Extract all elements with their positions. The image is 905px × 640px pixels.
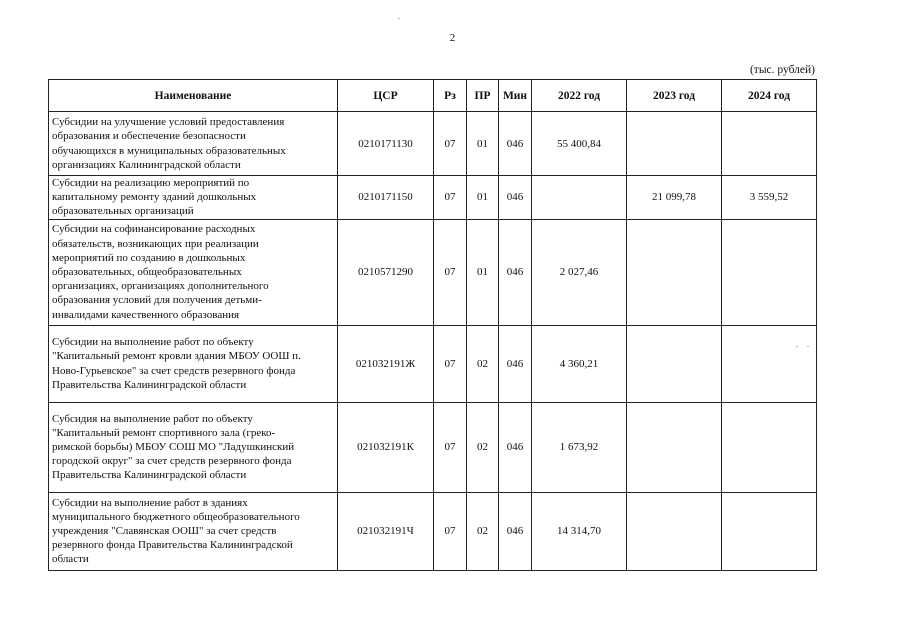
cell-2022: 2 027,46 — [532, 219, 627, 325]
cell-min: 046 — [499, 112, 532, 176]
cell-name — [49, 112, 338, 176]
row-name-text: Субсидии на реализацию мероприятий по капитальному ремонту зданий дошкольных образовательных организаций — [52, 177, 257, 218]
cell-min: 046 — [499, 402, 532, 492]
cell-2023 — [627, 492, 722, 570]
cell-2024: 3 559,52 — [722, 176, 817, 220]
cell-name — [49, 219, 338, 325]
cell-min: 046 — [499, 492, 532, 570]
cell-rz: 07 — [434, 402, 467, 492]
cell-pr: 01 — [467, 219, 499, 325]
cell-pr: 01 — [467, 176, 499, 220]
cell-pr: 02 — [467, 325, 499, 402]
header-csr: ЦСР — [338, 80, 434, 112]
cell-2022: 1 673,92 — [532, 402, 627, 492]
row-name-text: Субсидия на выполнение работ по объекту "Капитальный ремонт спортивного зала (греко- римской борьбы) МБОУ СОШ МО "Ладушкинский городской округ" за счет средств резервного фонда Правительства Калининградской области — [52, 412, 295, 482]
cell-2024 — [722, 112, 817, 176]
cell-min: 046 — [499, 176, 532, 220]
cell-2022: 14 314,70 — [532, 492, 627, 570]
header-2022: 2022 год — [532, 80, 627, 112]
cell-csr: 0210571290 — [338, 219, 434, 325]
header-rz: Рз — [434, 80, 467, 112]
cell-2023 — [627, 219, 722, 325]
cell-rz: 07 — [434, 325, 467, 402]
cell-pr: 02 — [467, 402, 499, 492]
table-row — [49, 325, 817, 402]
cell-2022 — [532, 176, 627, 220]
cell-2024 — [722, 492, 817, 570]
header-name: Наименование — [49, 80, 338, 112]
table-row — [49, 112, 817, 176]
cell-2022: 4 360,21 — [532, 325, 627, 402]
cell-2024 — [722, 325, 817, 402]
cell-rz: 07 — [434, 492, 467, 570]
table-row — [49, 402, 817, 492]
row-name-text: Субсидии на софинансирование расходных обязательств, возникающих при реализации мероприятий по созданию в дошкольных образовательных, общеобразовательных организациях, организациях дополнительного образования условий для получения детьми- инвалидами качественного образования — [52, 223, 269, 321]
units-label: (тыс. рублей) — [749, 64, 815, 76]
header-2023: 2023 год — [627, 80, 722, 112]
row-name-text: Субсидии на улучшение условий предоставления образования и обеспечение безопасности обучающихся в муниципальных образовательных организациях Калининградской области — [52, 116, 286, 171]
row-name-text: Субсидии на выполнение работ в зданиях муниципального бюджетного общеобразовательного учреждения "Славянская ООШ" за счет средств резервного фонда Правительства Калининградской области — [52, 496, 300, 566]
scan-speck — [398, 18, 400, 19]
cell-name — [49, 176, 338, 220]
cell-name — [49, 325, 338, 402]
cell-2024 — [722, 219, 817, 325]
cell-rz: 07 — [434, 219, 467, 325]
cell-2024 — [722, 402, 817, 492]
cell-csr: 021032191Ж — [338, 325, 434, 402]
table-header-row — [49, 80, 817, 112]
header-pr: ПР — [467, 80, 499, 112]
cell-rz: 07 — [434, 112, 467, 176]
cell-name — [49, 492, 338, 570]
scan-speck — [807, 346, 809, 347]
cell-2023 — [627, 112, 722, 176]
cell-pr: 02 — [467, 492, 499, 570]
cell-2023 — [627, 325, 722, 402]
cell-min: 046 — [499, 219, 532, 325]
cell-csr: 021032191К — [338, 402, 434, 492]
table-row — [49, 492, 817, 570]
cell-csr: 0210171130 — [338, 112, 434, 176]
header-2024: 2024 год — [722, 80, 817, 112]
cell-csr: 0210171150 — [338, 176, 434, 220]
scan-speck — [796, 346, 798, 347]
cell-min: 046 — [499, 325, 532, 402]
cell-2023: 21 099,78 — [627, 176, 722, 220]
cell-name — [49, 402, 338, 492]
cell-2023 — [627, 402, 722, 492]
cell-csr: 021032191Ч — [338, 492, 434, 570]
cell-2022: 55 400,84 — [532, 112, 627, 176]
header-min: Мин — [499, 80, 532, 112]
row-name-text: Субсидии на выполнение работ по объекту "Капитальный ремонт кровли здания МБОУ ООШ п. Ново-Гурьевское" за счет средств резервного фонда Правительства Калининградской области — [52, 336, 301, 391]
table-row — [49, 219, 817, 325]
cell-rz: 07 — [434, 176, 467, 220]
page-number: 2 — [449, 32, 456, 44]
cell-pr: 01 — [467, 112, 499, 176]
table-row — [49, 176, 817, 220]
budget-table — [48, 79, 817, 571]
